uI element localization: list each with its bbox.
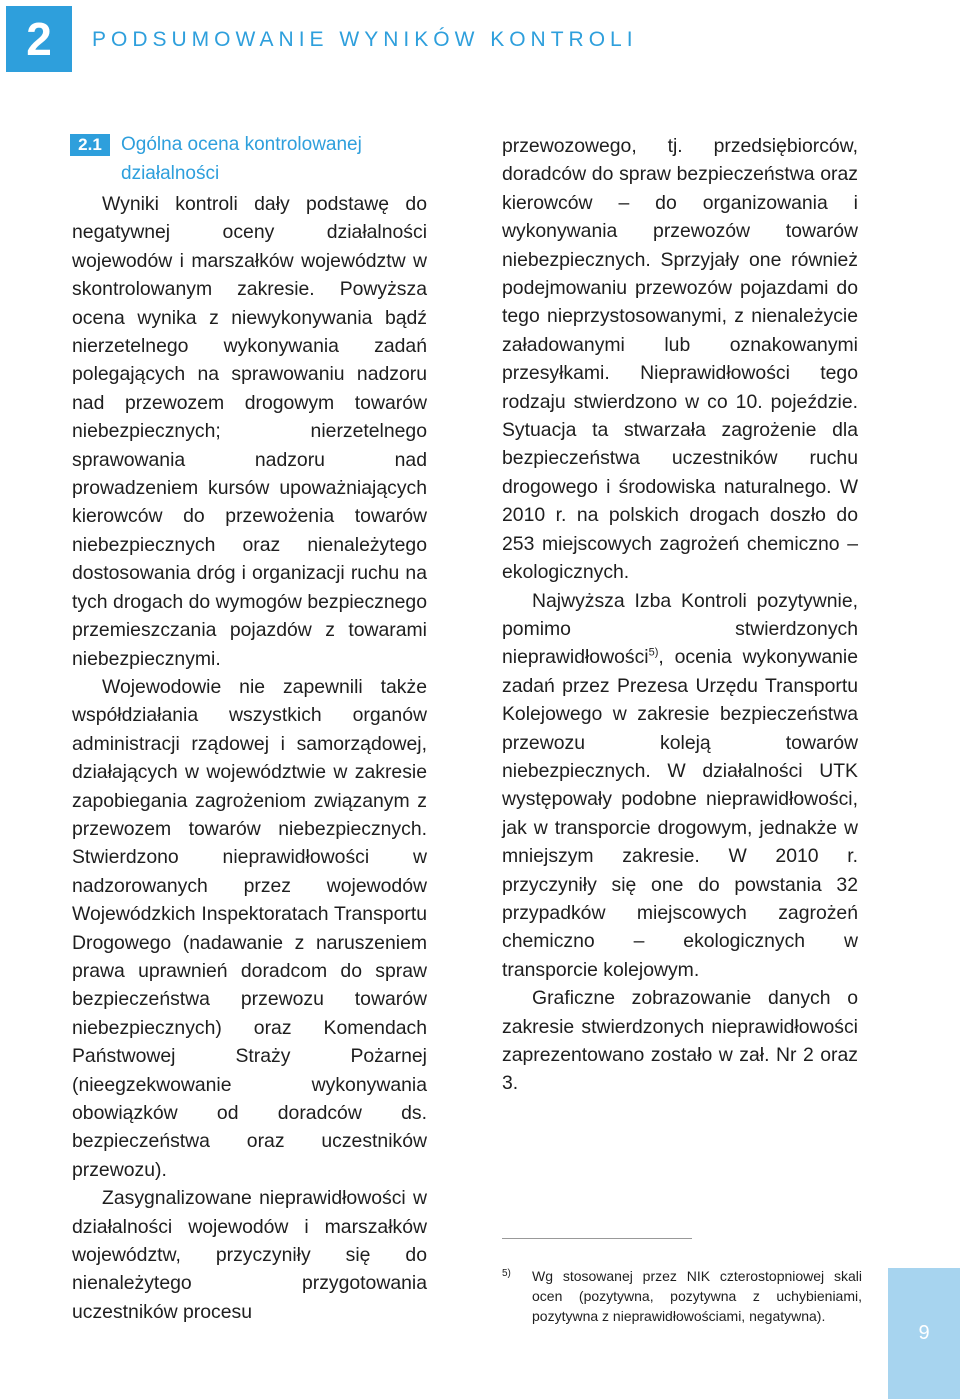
- paragraph: [502, 587, 858, 985]
- left-column: [72, 190, 427, 1326]
- footnote: [502, 1266, 862, 1326]
- section-number-badge: 2.1: [70, 134, 110, 156]
- footnote-reference: 5): [648, 646, 659, 659]
- page-number: 9: [888, 1268, 960, 1399]
- paragraph: Graficzne zobrazowanie danych o zakresie stwierdzonych nieprawidłowości zaprezentowano zostało w zał. Nr 2 oraz 3.: [502, 987, 858, 1095]
- paragraph-continuation: przewozowego, tj. przedsiębiorców, doradców do spraw bezpieczeństwa oraz kierowców – do organizowania i wykonywania przewozów towarów niebezpiecznych. Sprzyjały one również podejmowaniu przewozów pojazdami do tego nieprzystosowanymi, z nienależycie załadowanymi lub oznakowanymi przesyłkami. Nieprawidłowości tego rodzaju stwierdzono w co 10. pojeździe. Sytuacja ta stwarzała zagrożenie dla bezpieczeństwa uczestników ruchu drogowego i środowiska naturalnego. W 2010 r. na polskich drogach doszło do 253 miejscowych zagrożeń chemiczno – ekologicznych.: [502, 135, 858, 584]
- paragraph: Wyniki kontroli dały podstawę do negatywnej oceny działalności wojewodów i marszałków województw w skontrolowanym zakresie. Powyższa ocena wynika z niewykonywania bądź nierzetelnego wykonywania zadań polegających na sprawowaniu nadzoru nad przewozem drogowym towarów niebezpiecznych; nierzetelnego sprawowania nadzoru nad prowadzeniem kursów upoważniających kierowców do przewożenia towarów niebezpiecznych oraz nienależytego dostosowania dróg i organizacji ruchu na tych drogach do wymogów bezpiecznego przemieszczania pojazdów z towarami niebezpiecznymi.: [72, 193, 427, 670]
- paragraph-text: , ocenia wykonywanie zadań przez Prezesa Urzędu Transportu Kolejowego w zakresie bezpieczeństwa przewozu koleją towarów niebezpiecznych. W działalności UTK występowały podobne nieprawidłowości, jak w transporcie drogowym, jednakże w mniejszym zakresie. W 2010 r. przyczyniły się one do powstania 32 przypadków miejscowych zagrożeń chemiczno – ekologicznych w transporcie kolejowym.: [502, 646, 858, 981]
- footnote-divider: [502, 1238, 692, 1239]
- paragraph-text: Najwyższa Izba Kontroli pozytywnie, pomimo stwierdzonych nieprawidłowości: [502, 589, 858, 669]
- footnote-text: Wg stosowanej przez NIK czterostopniowej skali ocen (pozytywna, pozytywna z uchybieniami, pozytywna z nieprawidłowościami, negatywna).: [532, 1268, 862, 1324]
- paragraph: Wojewodowie nie zapewnili także współdziałania wszystkich organów administracji rządowej i samorządowej, działających w województwie w zakresie zapobiegania zagrożeniom związanym z przewozem towarów niebezpiecznych. Stwierdzono nieprawidłowości w nadzorowanych przez wojewodów Wojewódzkich Inspektoratach Transportu Drogowego (nadawanie z naruszeniem prawa uprawnień doradcom do spraw bezpieczeństwa przewozu towarów niebezpiecznych) oraz Komendach Państwowej Straży Pożarnej (nieegzekwowanie wykonywania obowiązków od doradców ds. bezpieczeństwa oraz uczestników przewozu).: [72, 675, 427, 1181]
- chapter-number-badge: 2: [6, 6, 72, 72]
- footnote-mark: 5): [502, 1268, 511, 1279]
- right-column: [502, 132, 858, 1098]
- paragraph: Zasygnalizowane nieprawidłowości w działalności wojewodów i marszałków województw, przyczyniły się do nienależytego przygotowania uczestników procesu: [72, 1187, 427, 1323]
- chapter-title: PODSUMOWANIE WYNIKÓW KONTROLI: [92, 28, 638, 51]
- section-heading: [70, 130, 440, 188]
- section-title: Ogólna ocena kontrolowanej działalności: [121, 134, 362, 184]
